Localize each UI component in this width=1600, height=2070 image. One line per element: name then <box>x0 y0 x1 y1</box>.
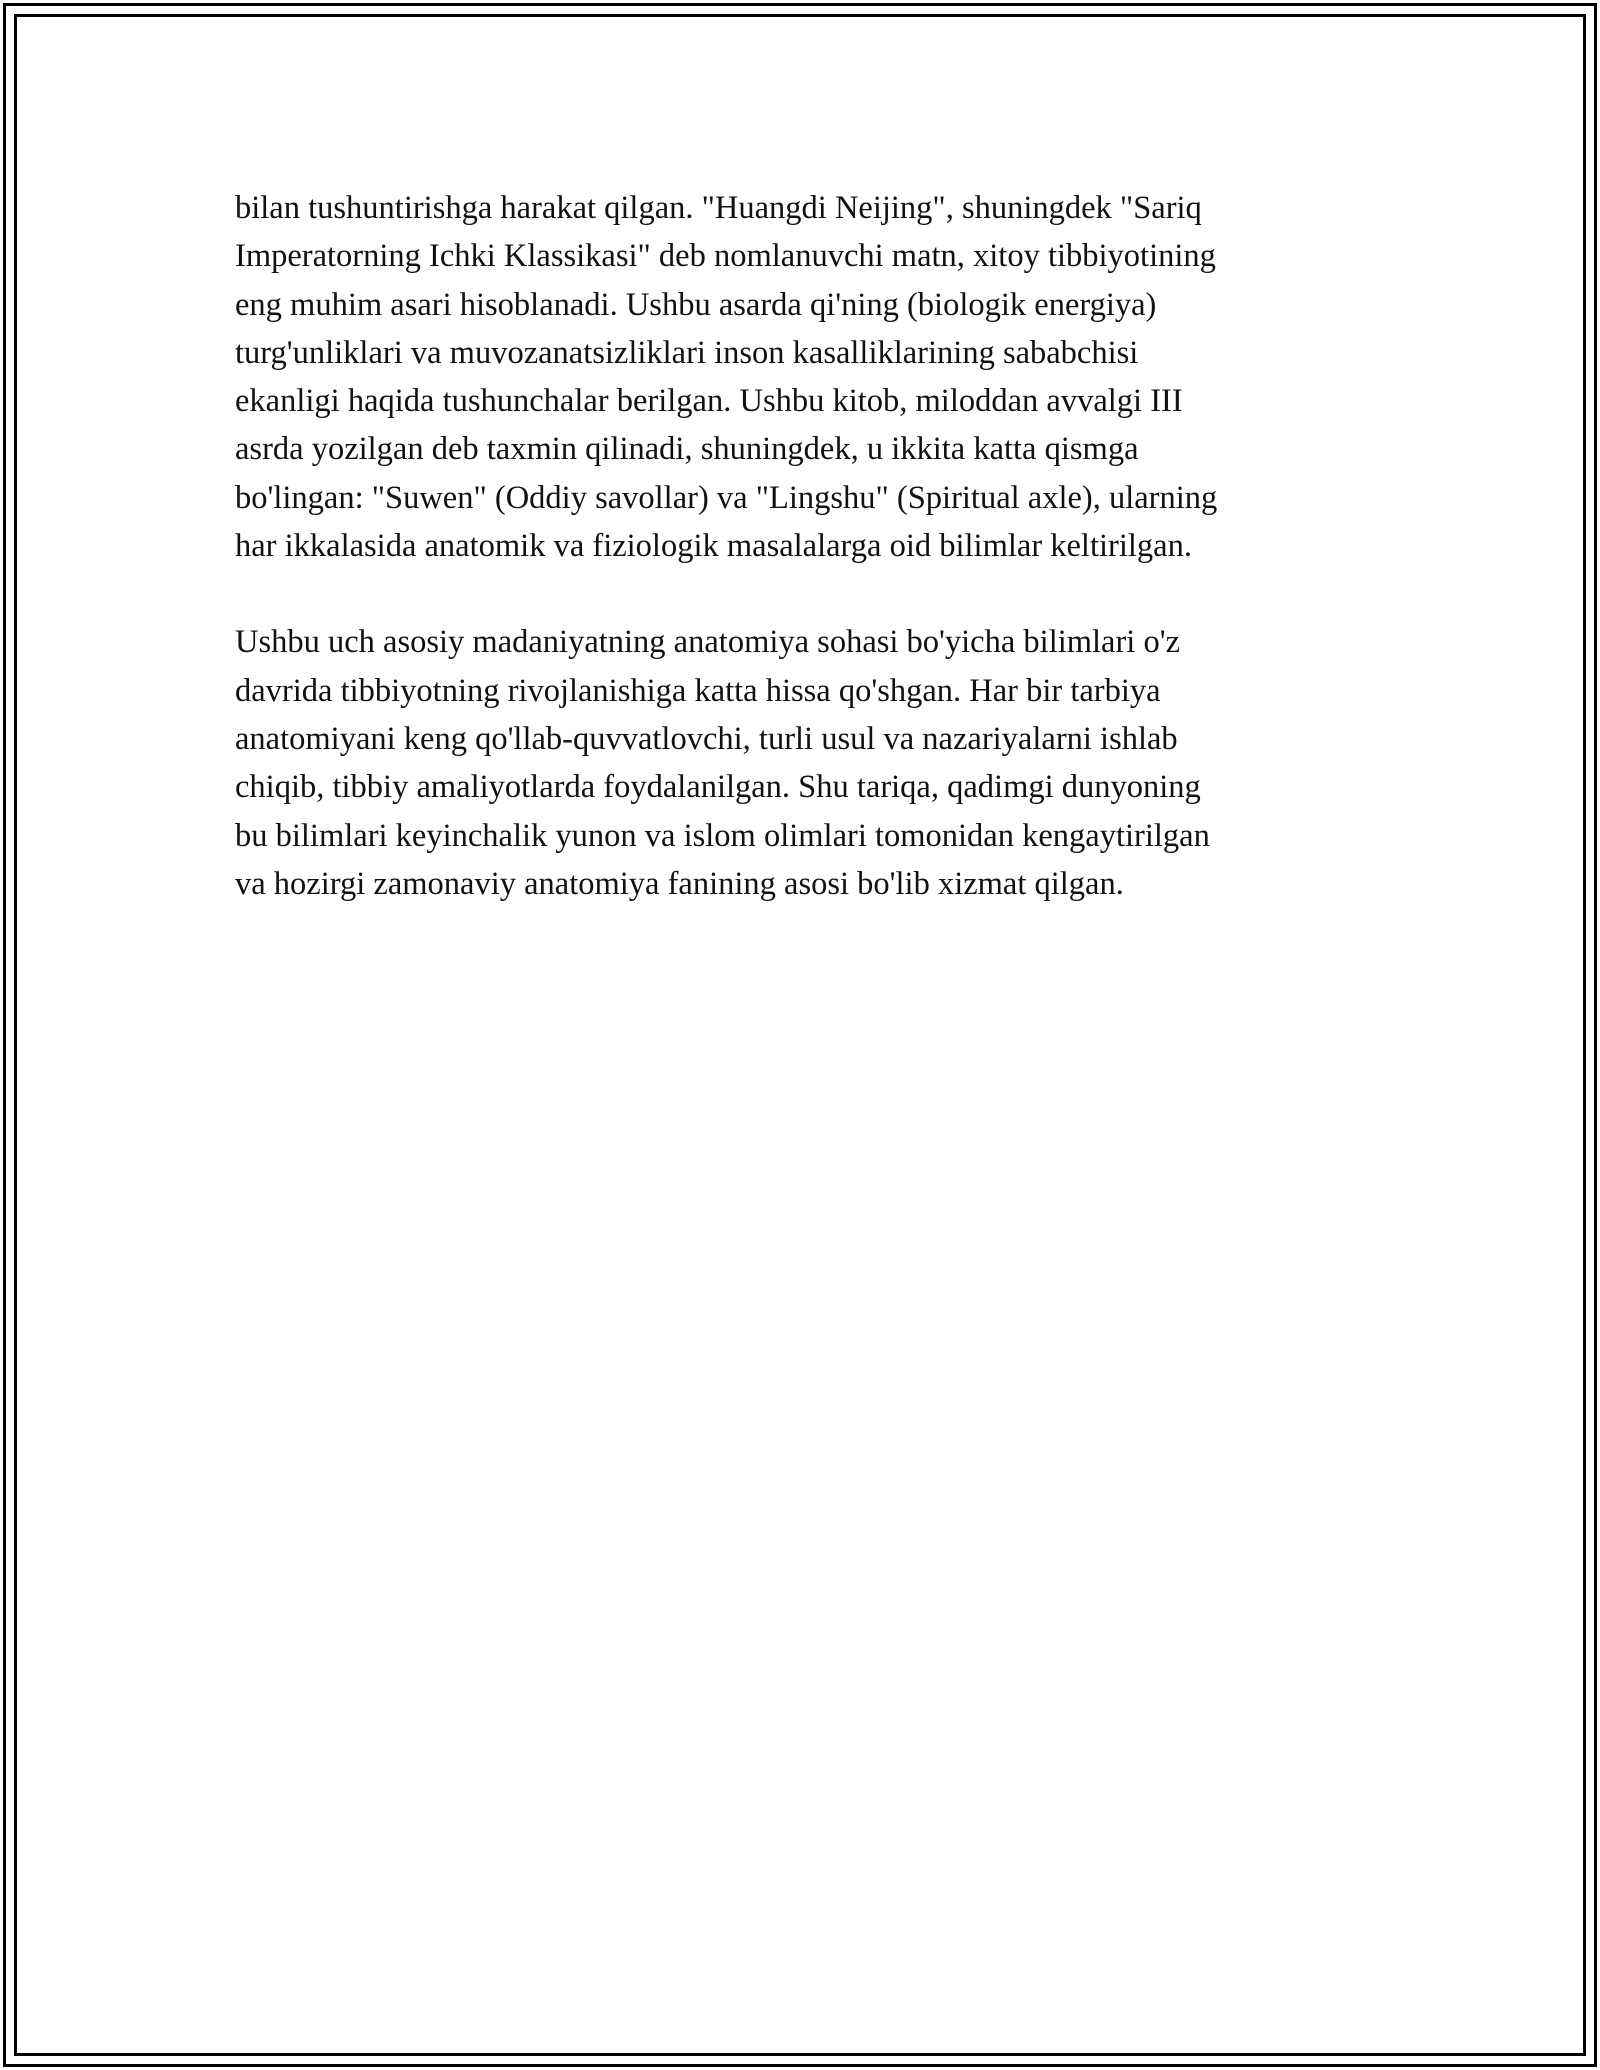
page-content <box>235 184 1365 908</box>
text-line: Ushbu uch asosiy madaniyatning anatomiya sohasi bo'yicha bilimlari o'z <box>235 624 1180 661</box>
text-line: bu bilimlari keyinchalik yunon va islom olimlari tomonidan kengaytirilgan <box>235 817 1210 854</box>
text-line: Imperatorning Ichki Klassikasi" deb nomlanuvchi matn, xitoy tibbiyotining <box>235 238 1216 275</box>
text-line: eng muhim asari hisoblanadi. Ushbu asarda qi'ning (biologik energiya) <box>235 286 1157 323</box>
text-line: anatomiyani keng qo'llab-quvvatlovchi, turli usul va nazariyalarni ishlab <box>235 720 1178 757</box>
paragraph-2 <box>235 618 1365 908</box>
text-line: davrida tibbiyotning rivojlanishiga katta hissa qo'shgan. Har bir tarbiya <box>235 672 1161 709</box>
text-line: chiqib, tibbiy amaliyotlarda foydalanilgan. Shu tariqa, qadimgi dunyoning <box>235 769 1201 806</box>
text-line: ekanligi haqida tushunchalar berilgan. Ushbu kitob, miloddan avvalgi III <box>235 383 1183 420</box>
text-line: bo'lingan: "Suwen" (Oddiy savollar) va "Lingshu" (Spiritual axle), ularning <box>235 479 1218 516</box>
text-line: va hozirgi zamonaviy anatomiya fanining asosi bo'lib xizmat qilgan. <box>235 865 1124 902</box>
text-line: bilan tushuntirishga harakat qilgan. "Huangdi Neijing", shuningdek "Sariq <box>235 190 1202 226</box>
text-line: turg'unliklari va muvozanatsizliklari inson kasalliklarining sababchisi <box>235 334 1139 371</box>
text-line: har ikkalasida anatomik va fiziologik masalalarga oid bilimlar keltirilgan. <box>235 528 1192 565</box>
text-line: asrda yozilgan deb taxmin qilinadi, shuningdek, u ikkita katta qismga <box>235 431 1139 468</box>
paragraph-1 <box>235 184 1365 570</box>
